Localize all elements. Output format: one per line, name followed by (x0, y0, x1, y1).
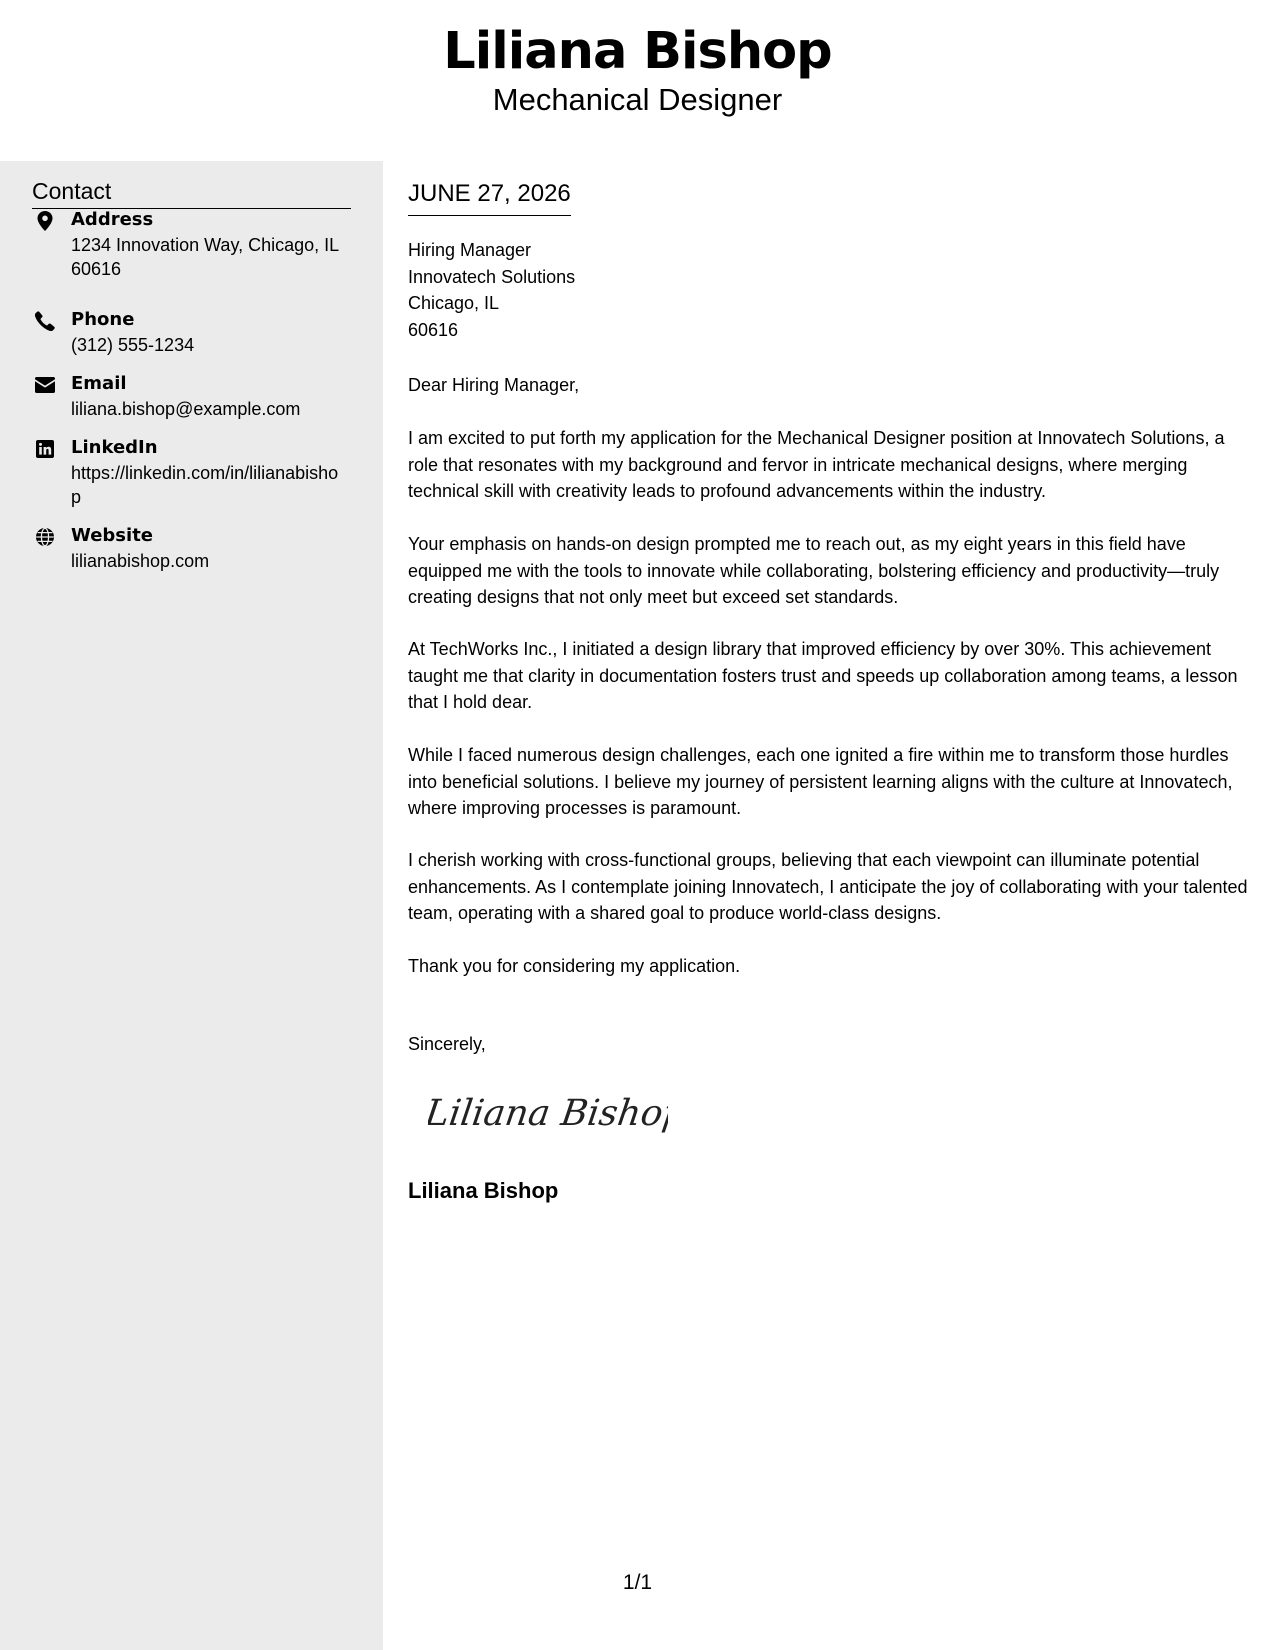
letter-date: JUNE 27, 2026 (408, 179, 571, 216)
contact-value[interactable]: https://linkedin.com/in/lilianabishop (71, 463, 339, 507)
applicant-title: Mechanical Designer (492, 82, 783, 117)
contact-value: 1234 Innovation Way, Chicago, IL 60616 (71, 235, 339, 279)
letter-paragraph: At TechWorks Inc., I initiated a design library that improved efficiency by over 30%. This achievement taught me that clarity in documentation fosters trust and speeds up collaboration among teams, a lesson that I hold dear. (408, 639, 1238, 712)
map-pin-icon (32, 210, 58, 232)
contact-label: Website (71, 525, 154, 546)
contact-sidebar (0, 161, 383, 1650)
letter-paragraph: While I faced numerous design challenges, each one ignited a fire within me to transform those hurdles into beneficial solutions. I believe my journey of persistent learning aligns with the culture at Innovatech, where improving processes is paramount. (408, 745, 1233, 818)
handwritten-signature (428, 1081, 668, 1141)
envelope-icon (32, 374, 58, 396)
recipient-line: Innovatech Solutions (408, 266, 576, 287)
phone-icon (32, 310, 58, 332)
contact-label: LinkedIn (71, 437, 158, 458)
letter-paragraph: I cherish working with cross-functional groups, believing that each viewpoint can illuminate potential enhancements. As I contemplate joining Innovatech, I anticipate the joy of collaborating with your talented team, operating with a shared goal to produce world-class designs. (408, 850, 1248, 923)
page-number: 1/1 (622, 1571, 653, 1594)
contact-value: liliana.bishop@example.com (71, 399, 301, 419)
signer-name: Liliana Bishop (408, 1178, 559, 1203)
letter-paragraph: Your emphasis on hands-on design prompted me to reach out, as my eight years in this field have equipped me with the tools to innovate while collaborating, bolstering efficiency and productivity—truly creating designs that not only meet but exceed set standards. (408, 534, 1220, 607)
contact-label: Address (71, 209, 154, 230)
contact-value[interactable]: lilianabishop.com (71, 551, 210, 571)
salutation: Dear Hiring Manager, (408, 375, 580, 395)
letter-paragraph: I am excited to put forth my application for the Mechanical Designer position at Innovatech Solutions, a role that resonates with my background and fervor in intricate mechanical designs, where merging technical skill with creativity leads to profound advancements within the industry. (408, 428, 1225, 501)
recipient-line: 60616 (408, 319, 459, 340)
letter-header (0, 0, 1275, 161)
signature-text: Liliana Bishop (428, 1091, 668, 1134)
contact-heading: Contact (32, 176, 351, 209)
closing: Sincerely, (408, 1034, 486, 1054)
globe-icon (32, 526, 58, 548)
contact-label: Phone (71, 309, 135, 330)
recipient-line: Hiring Manager (408, 240, 532, 260)
recipient-block (408, 237, 575, 343)
contact-label: Email (71, 373, 127, 394)
linkedin-icon (32, 438, 58, 460)
letter-paragraph: Thank you for considering my application. (408, 956, 741, 976)
applicant-name: Liliana Bishop (443, 22, 832, 81)
recipient-line: Chicago, IL (408, 293, 500, 313)
contact-value: (312) 555-1234 (71, 335, 195, 355)
